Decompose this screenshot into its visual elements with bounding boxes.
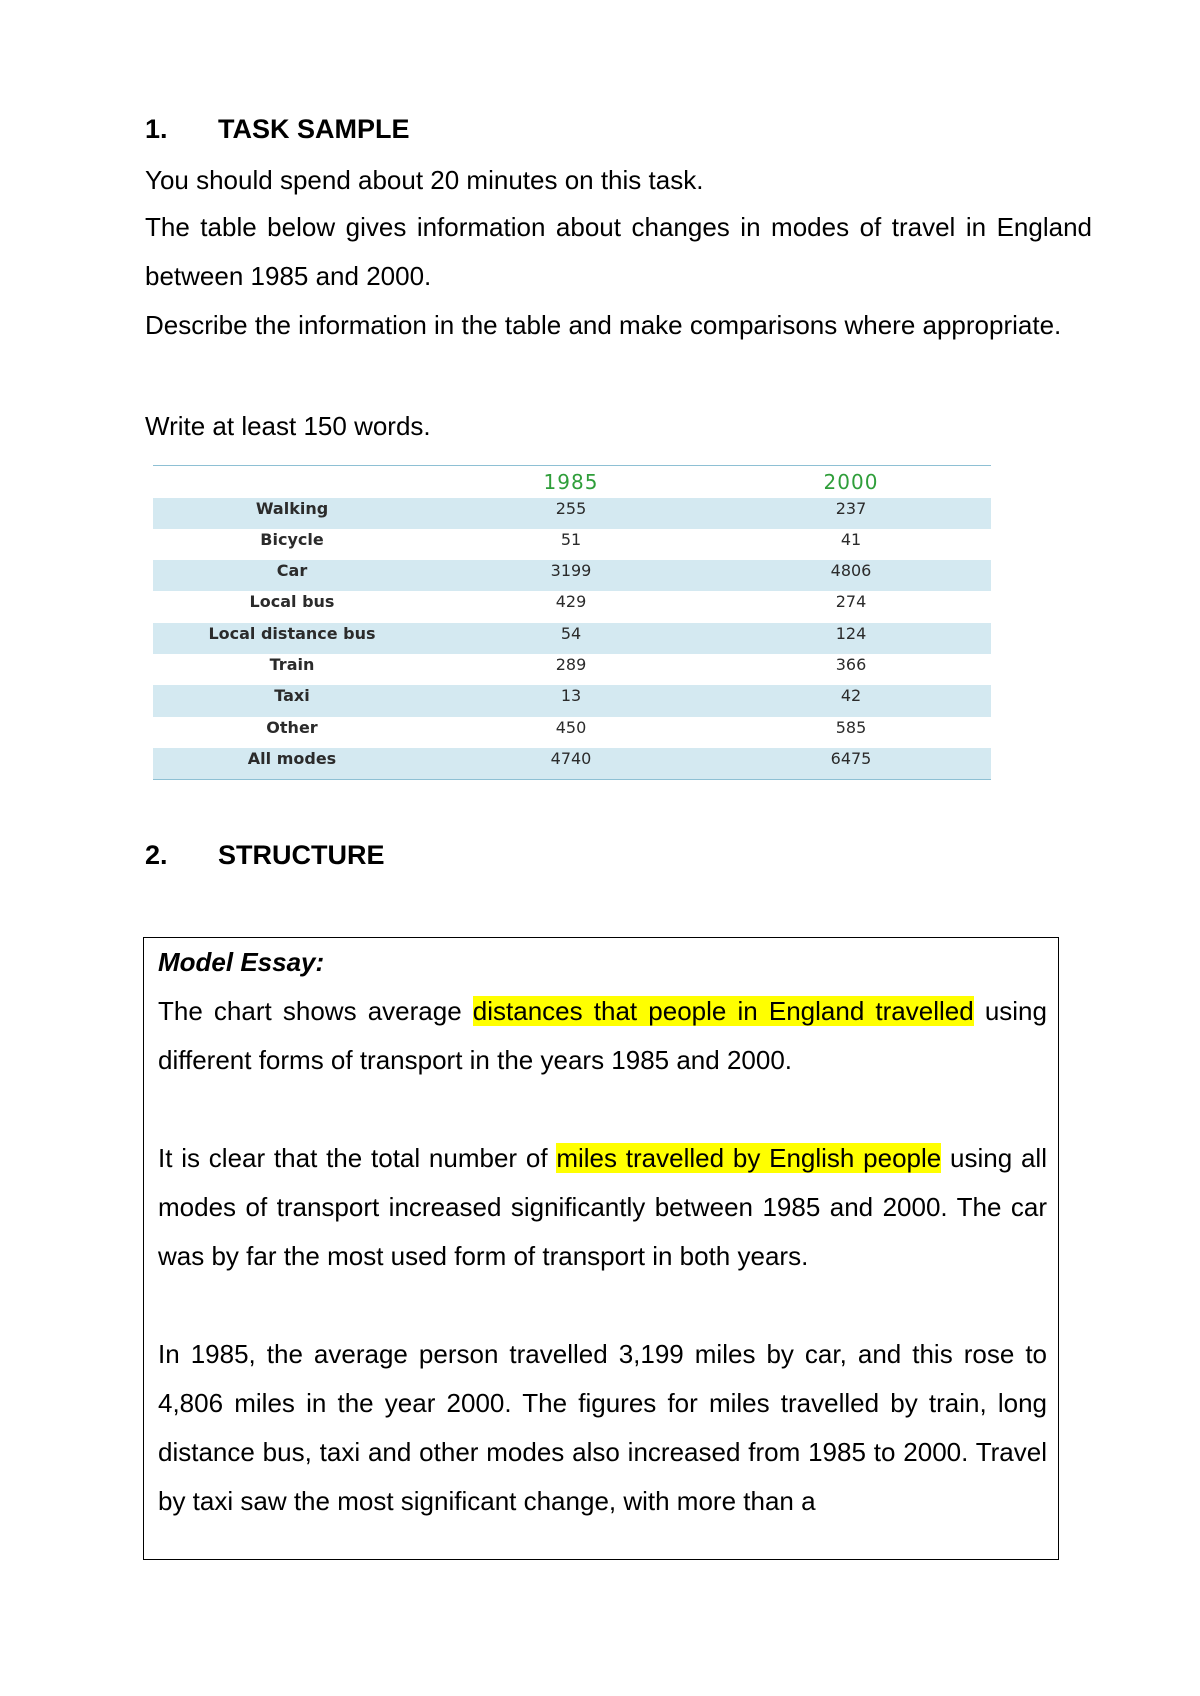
section-heading-task-sample <box>145 112 410 146</box>
table-header-2000: 2000 <box>823 469 879 494</box>
mode-label: Local distance bus <box>208 623 376 643</box>
table-row <box>153 529 991 560</box>
essay-text: using all modes of transport increased significantly between 1985 and 2000. The car was by far the most used form of transport in both years. <box>158 1143 1047 1271</box>
mode-label: Walking <box>255 498 329 518</box>
table-row <box>153 748 991 779</box>
essay-text: using different forms of transport in the years 1985 and 2000. <box>158 996 1047 1075</box>
model-essay-box <box>143 937 1059 1560</box>
essay-text: It is clear that the total number of <box>158 1143 557 1173</box>
mode-label: Taxi <box>274 686 310 706</box>
section-number: 2. <box>145 840 168 870</box>
table-row <box>153 591 991 622</box>
task-describe-instruction: Describe the information in the table and make comparisons where appropriate. <box>145 310 1062 340</box>
mode-label: Local bus <box>249 592 335 612</box>
table-row <box>153 623 991 654</box>
mode-label: Train <box>269 654 315 674</box>
highlighted-phrase: miles travelled by English people <box>556 1143 942 1173</box>
section-number: 1. <box>145 114 168 144</box>
paragraph-spacer <box>158 1085 1047 1134</box>
table-row <box>153 717 991 748</box>
table-row <box>153 560 991 591</box>
travel-modes-table <box>153 465 991 780</box>
value-1985: 289 <box>555 654 587 674</box>
model-essay-text <box>158 938 1047 1526</box>
value-2000: 41 <box>840 529 862 549</box>
table-row <box>153 498 991 529</box>
mode-label: Bicycle <box>260 529 324 549</box>
value-2000: 585 <box>835 717 867 737</box>
value-1985: 429 <box>555 592 587 612</box>
value-2000: 237 <box>835 498 867 518</box>
value-2000: 4806 <box>830 561 872 581</box>
highlighted-phrase: distances that people in England travelled <box>472 996 974 1026</box>
value-1985: 51 <box>560 529 582 549</box>
essay-paragraph-2 <box>158 1134 1047 1281</box>
value-2000: 366 <box>835 654 867 674</box>
value-2000: 124 <box>835 623 867 643</box>
value-2000: 42 <box>840 686 862 706</box>
paragraph-spacer <box>158 1281 1047 1330</box>
table-row <box>153 685 991 716</box>
value-1985: 255 <box>555 498 587 518</box>
mode-label: Other <box>266 717 318 737</box>
task-instruction-time: You should spend about 20 minutes on this task. <box>145 165 704 195</box>
table-header-1985: 1985 <box>543 469 599 494</box>
table-row <box>153 654 991 685</box>
value-1985: 54 <box>560 623 582 643</box>
section-heading-structure <box>145 838 385 872</box>
essay-title: Model Essay: <box>158 947 325 977</box>
table-header-mode <box>153 466 431 498</box>
essay-text: The chart shows average <box>158 996 473 1026</box>
value-1985: 4740 <box>550 748 592 768</box>
value-1985: 13 <box>560 686 582 706</box>
essay-paragraph-3: In 1985, the average person travelled 3,199 miles by car, and this rose to 4,806 miles in the year 2000. The figures for miles travelled by train, long distance bus, taxi and other modes also increased from 1985 to 2000. Travel by taxi saw the most significant change, with more than a <box>158 1339 1047 1516</box>
value-1985: 3199 <box>550 561 592 581</box>
value-1985: 450 <box>555 717 587 737</box>
table-header-row <box>153 466 991 498</box>
value-2000: 274 <box>835 592 867 612</box>
mode-label: Car <box>276 561 308 581</box>
mode-label: All modes <box>247 748 337 768</box>
section-title: TASK SAMPLE <box>218 114 410 144</box>
task-word-count: Write at least 150 words. <box>145 411 431 441</box>
task-description: The table below gives information about changes in modes of travel in England between 1985 and 2000. <box>145 212 1092 291</box>
essay-paragraph-1 <box>158 987 1047 1085</box>
value-2000: 6475 <box>830 748 872 768</box>
section-title: STRUCTURE <box>218 840 385 870</box>
